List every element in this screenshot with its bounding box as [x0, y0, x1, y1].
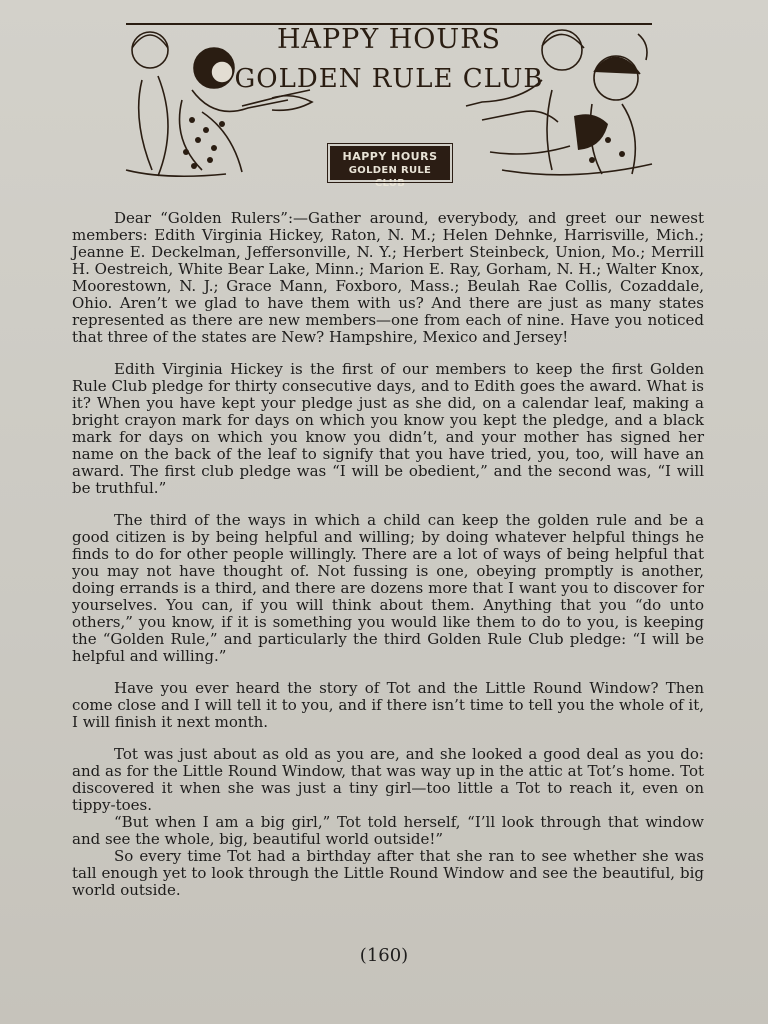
- badge-line1: HAPPY HOURS: [342, 150, 438, 163]
- page-number: (160): [359, 945, 409, 966]
- paragraph-story-2: “But when I am a big girl,” Tot told herself, “I’ll look through that window and see the whole, big, beautiful world outside!”: [72, 813, 704, 848]
- paragraph-story-intro: Have you ever heard the story of Tot and the Little Round Window? Then come close and I will tell it to you, and if there isn’t time to tell you the whole of it, I will finish it next month.: [72, 679, 704, 731]
- club-header: [122, 20, 656, 188]
- paragraph-story-3: So every time Tot had a birthday after that she ran to see whether she was tall enough yet to look through the Little Round Window and see the beautiful, big world outside.: [72, 847, 704, 899]
- article-body: [72, 210, 704, 899]
- header-title-line1: HAPPY HOURS: [276, 24, 502, 55]
- paragraph-third-pledge: The third of the ways in which a child can keep the golden rule and be a good citizen is by being helpful and willing; by doing whatever helpful things he finds to do for other people willingly. There are a lot of ways of being helpful that you may not have thought of. Not fussing is one, obeying promptly is another, doing errands is a third, and there are dozens more that I want you to discover for yourselves. You can, if you will think about them. Anything that you “do unto others,” you know, if it is something you would like them to do to you, is keeping the “Golden Rule,” and particularly the third Golden Rule Club pledge: “I will be helpful and willing.”: [72, 511, 704, 665]
- paragraph-story-1: Tot was just about as old as you are, and she looked a good deal as you do: and as for the Little Round Window, that was way up in the attic at Tot’s home. Tot discovered it when she was just a tiny girl—too little a Tot to reach it, even on tippy-toes.: [72, 745, 704, 814]
- header-title-line2: GOLDEN RULE CLUB: [234, 64, 544, 94]
- badge-line2: GOLDEN RULE CLUB: [348, 165, 432, 189]
- paragraph-award: Edith Virginia Hickey is the first of our members to keep the first Golden Rule Club pledge for thirty consecutive days, and to Edith goes the award. What is it? When you have kept your pledge just as she did, on a calendar leaf, making a bright crayon mark for days on which you know you kept the pledge, and a black mark for days on which you know you didn’t, and your mother has signed her name on the back of the leaf to signify that you have tried, you, too, will have an award. The first club pledge was “I will be obedient,” and the second was, “I will be truthful.”: [72, 360, 704, 497]
- paragraph-greeting: Dear “Golden Rulers”:—Gather around, everybody, and greet our newest members: Edith Virginia Hickey, Raton, N. M.; Helen Dehnke, Harrisville, Mich.; Jeanne E. Deckelman, Jeffersonville, N. Y.; Herbert Steinbeck, Union, Mo.; Merrill H. Oestreich, White Bear Lake, Minn.; Marion E. Ray, Gorham, N. H.; Walter Knox, Moorestown, N. J.; Grace Mann, Foxboro, Mass.; Beulah Rae Collis, Cozaddale, Ohio. Aren’t we glad to have them with us? And there are just as many states represented as there are new members—one from each of nine. Have you noticed that three of the states are New? Hampshire, Mexico and Jersey!: [72, 209, 704, 346]
- club-badge: [330, 146, 450, 189]
